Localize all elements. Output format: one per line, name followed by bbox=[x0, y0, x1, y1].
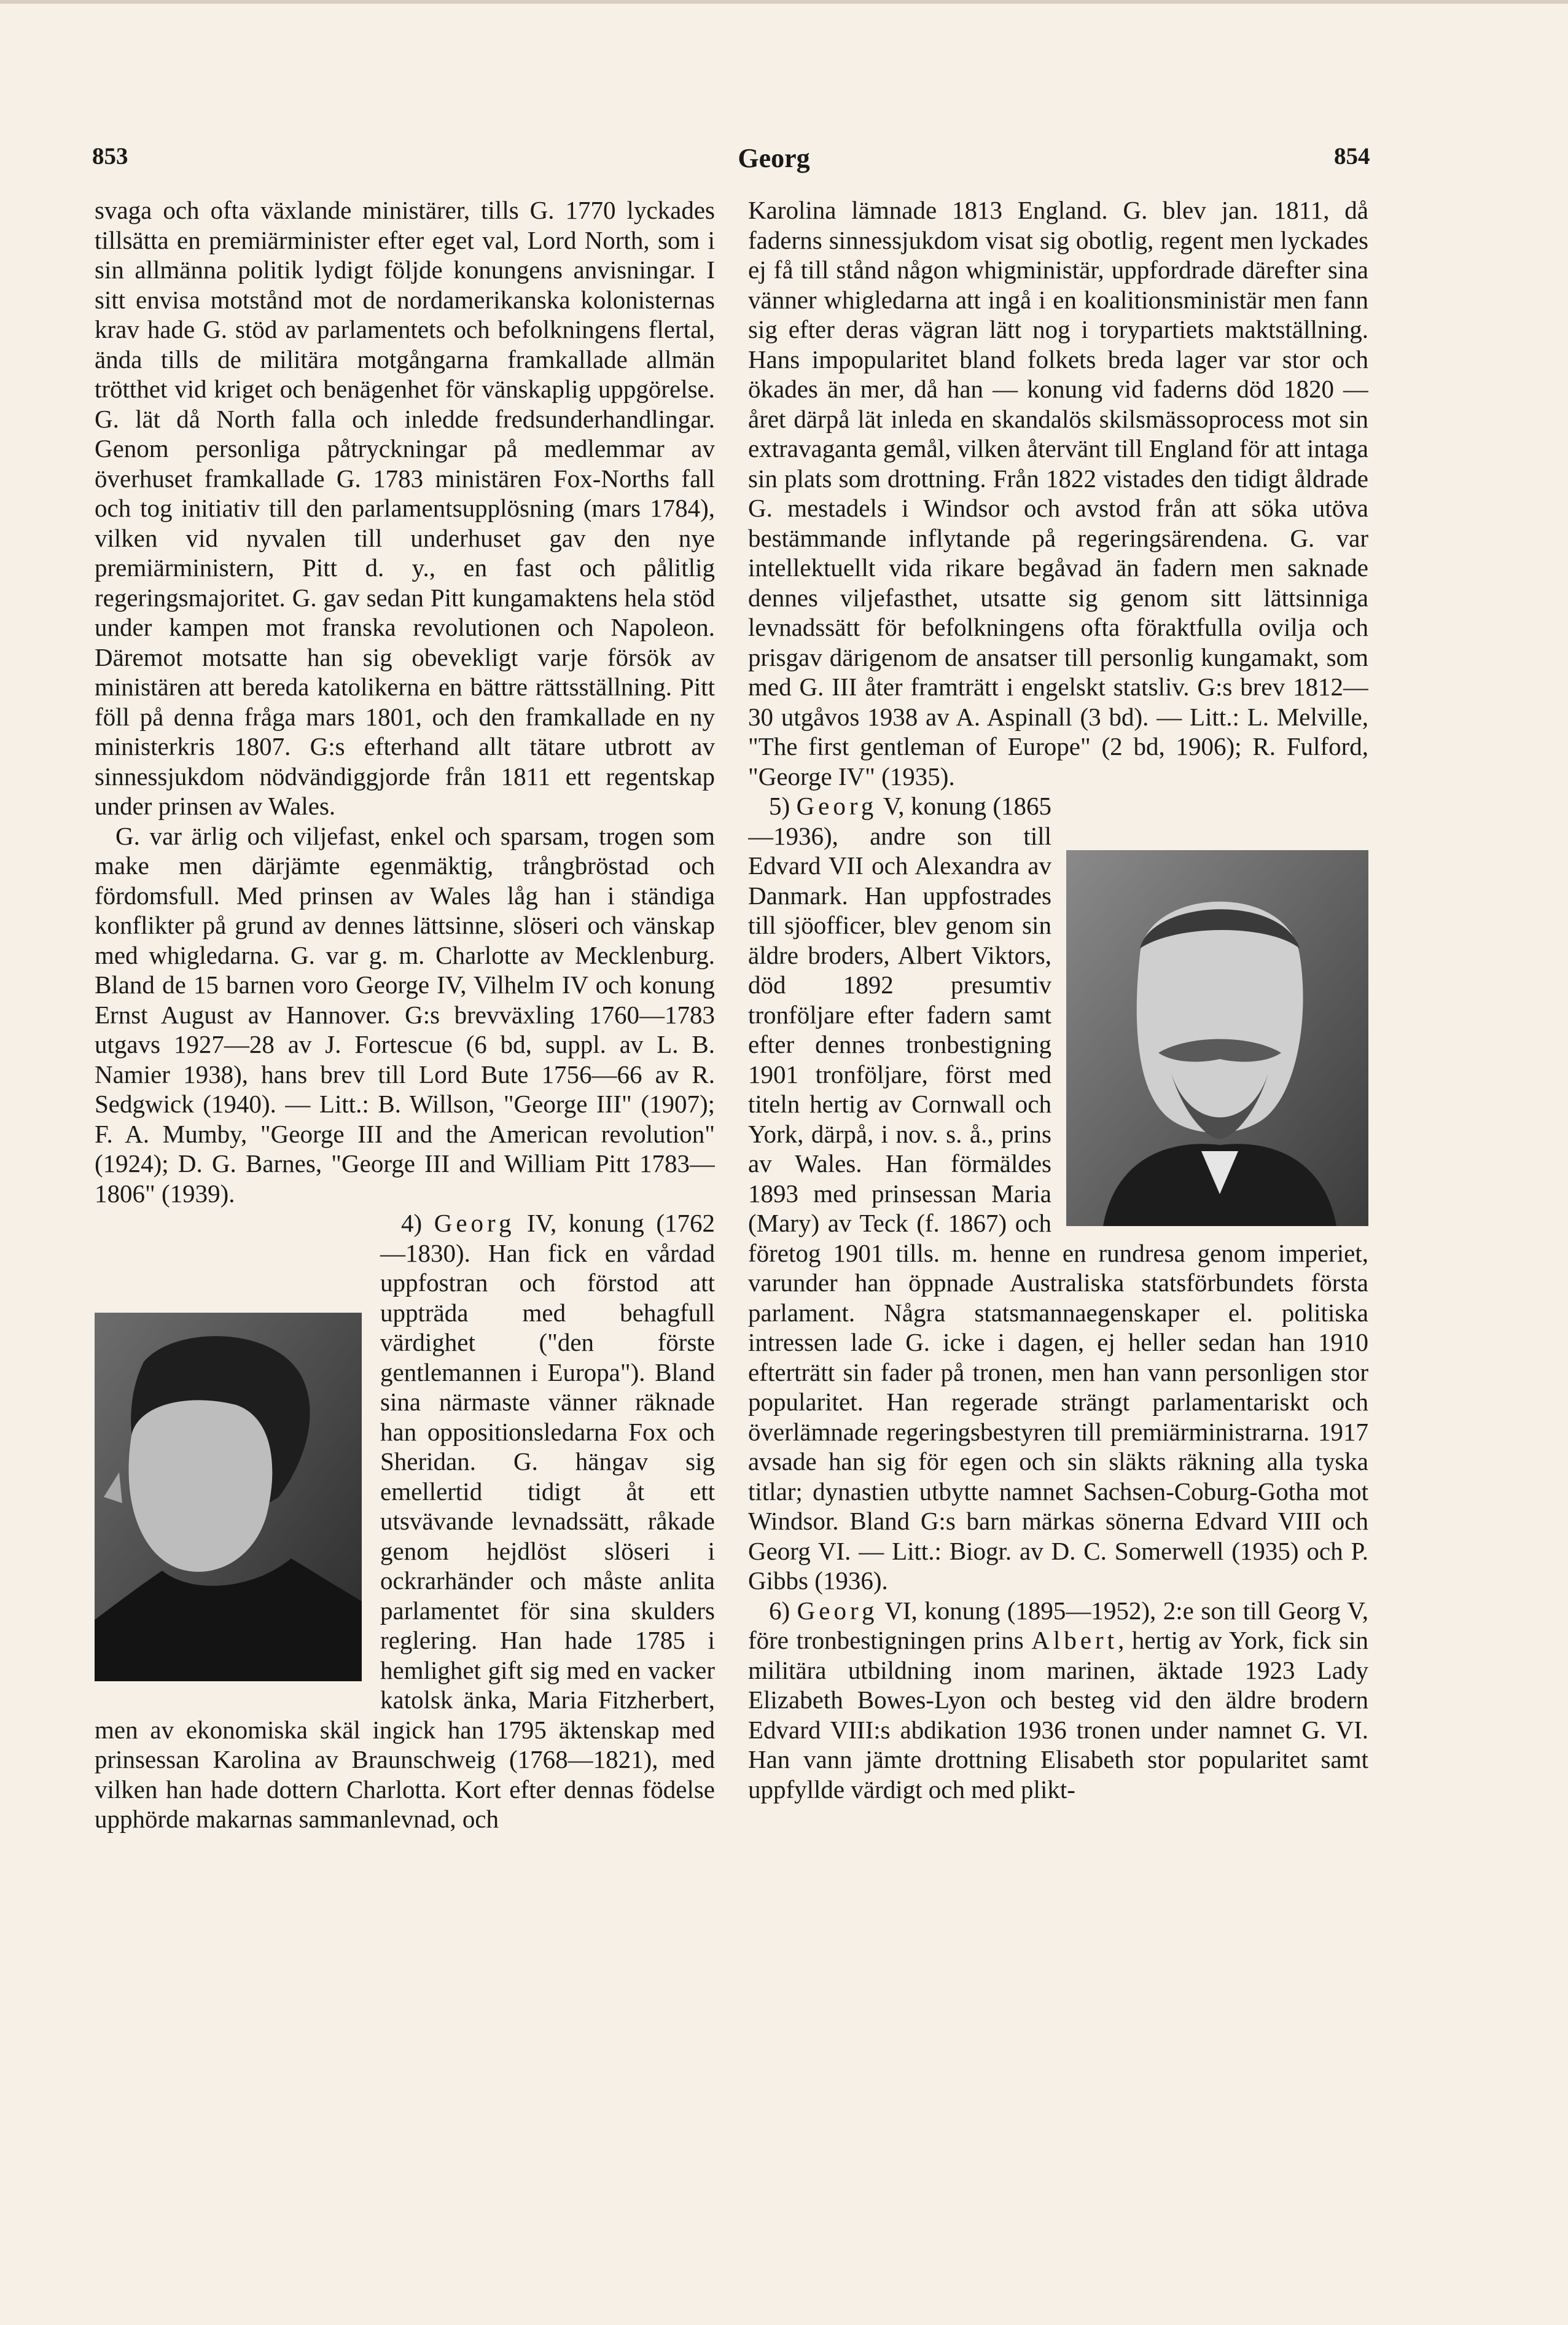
running-head: Georg bbox=[738, 143, 810, 173]
entry-number-4: 4) bbox=[401, 1209, 423, 1237]
right-column bbox=[748, 195, 1368, 2192]
paragraph-george-iv-continued: Karolina lämnade 1813 England. G. blev jan. 1811, då faderns sinnessjukdom visat sig obotlig, regent men lyckades ej få till stånd någon whigministär, uppfordrade därefter sina vänner whigledarna att ingå i en koalitionsministär men fann sig efter deras vägran lätt nog i torypartiets maktställning. Hans impopularitet bland folkets breda lager var stor och ökades än mer, då han — konung vid faderns död 1820 — året därpå lät inleda en skandalös skilsmässoprocess mot sin extravaganta gemål, vilken återvänt till England för att intaga sin plats som drottning. Från 1822 vistades den tidigt åldrade G. mestadels i Windsor och avstod från att söka utöva bestämmande inflytande på regeringsärendena. G. var intellektuellt vida rikare begåvad än fadern men saknade dennes viljefasthet, utsatte sig genom sitt lättsinniga levnadssätt för befolkningens ofta föraktfulla ovilja och prisgav därigenom de ansatser till personlig kungamakt, som med G. III åter framträtt i engelskt statsliv. G:s brev 1812—30 utgåvos 1938 av A. Aspinall (3 bd). — Litt.: L. Melville, "The first gentleman of Europe" (2 bd, 1906); R. Fulford, "George IV" (1935). bbox=[748, 196, 1368, 791]
entry-name-georg-vi: Georg bbox=[797, 1596, 878, 1625]
portrait-george-iv bbox=[95, 1313, 362, 1681]
portrait-george-v-image bbox=[1066, 850, 1368, 1226]
entry-number-5: 5) bbox=[769, 792, 790, 820]
paragraph-george-vi bbox=[748, 1596, 1368, 1805]
paragraph-george-v bbox=[748, 791, 1368, 1596]
entry-text-georg-vi: , hertig av York, fick sin militära utbildning inom marinen, äktade 1923 Lady Elizabeth Bowes-Lyon och besteg vid den äldre brodern Edvard VIII:s abdikation 1936 tronen under namnet G. VI. Han vann jämte drottning Elisabeth stor popularitet samt uppfyllde värdigt och med plikt- bbox=[748, 1626, 1368, 1803]
left-column bbox=[95, 195, 715, 2192]
entry-text-georg-vi-intro: VI, konung (1895—1952), 2:e son till Georg V, före tronbestigningen prins bbox=[748, 1596, 1368, 1654]
paragraph-george-iii-character: G. var ärlig och viljefast, enkel och sparsam, trogen som make men därjämte egenmäktig, trångbröstad och fördomsfull. Med prinsen av Wales låg han i ständiga konflikter på grund av dennes lättsinne, slöseri och vänskap med whigledarna. G. var g. m. Charlotte av Mecklenburg. Bland de 15 barnen voro George IV, Vilhelm IV och konung Ernst August av Hannover. G:s brevväxling 1760—1783 utgavs 1927—28 av J. Fortescue (6 bd, suppl. av L. B. Namier 1938), hans brev till Lord Bute 1756—66 av R. Sedgwick (1940). — Litt.: B. Willson, "George III" (1907); F. A. Mumby, "George III and the American revolution" (1924); D. G. Barnes, "George III and William Pitt 1783—1806" (1939). bbox=[95, 821, 715, 1208]
portrait-george-iv-image bbox=[95, 1313, 362, 1681]
entry-text-georg-iv: IV, konung (1762—1830). Han fick en vårdad uppfostran och förstod att uppträda med behagfull värdighet ("den förste gentlemannen i Europa"). Bland sina närmaste vänner räknade han oppositionsledarna Fox och Sheridan. G. hängav sig emellertid tidigt åt ett utsvävande levnadssätt, råkade genom hejdlöst slöseri i ockrarhänder och måste anlita parlamentet för sina skulders reglering. Han hade 1785 i hemlighet gift sig med en vacker katolsk änka, Maria Fitzherbert, men av ekonomiska skäl ingick han 1795 äktenskap med prinsessan Karolina av Braunschweig (1768—1821), med vilken han hade dottern Charlotta. Kort efter dennas födelse upphörde makarnas sammanlevnad, och bbox=[95, 1209, 715, 1833]
entry-name-georg-iv: Georg bbox=[434, 1209, 515, 1237]
paragraph-george-iv bbox=[95, 1208, 715, 1834]
entry-text-georg-v: V, konung (1865—1936), andre son till Edvard VII och Alexandra av Danmark. Han uppfostrades till sjöofficer, blev genom sin äldre broders, Albert Viktors, död 1892 presumtiv tronföljare efter fadern samt efter dennes tronbestigning 1901 tronföljare, först med titeln hertig av Cornwall och York, därpå, i nov. s. å., prins av Wales. Han förmäldes 1893 med prinsessan Maria (Mary) av Teck (f. 1867) och företog 1901 tills. m. henne en rundresa genom imperiet, varunder han öppnade Australiska statsförbundets första parlament. Några statsmannaegenskaper el. politiska intressen lade G. icke i dagen, ej heller sedan han 1910 efterträtt sin fader på tronen, men han vann personligen stor popularitet. Han regerade strängt parlamentariskt och överlämnade regeringsbestyren till premiärministrarna. 1917 avsade han sig för egen och sin släkts räkning alla tyska titlar; dynastien utbytte namnet Sachsen-Coburg-Gotha mot Windsor. Bland G:s barn märkas sönerna Edvard VIII och Georg VI. — Litt.: Biogr. av D. C. Somerwell (1935) och P. Gibbs (1936). bbox=[748, 792, 1368, 1595]
entry-name-georg-v: Georg bbox=[796, 792, 878, 820]
page-number-right: 854 bbox=[1334, 143, 1370, 170]
page-number-left: 853 bbox=[92, 143, 128, 170]
entry-number-6: 6) bbox=[769, 1596, 790, 1625]
portrait-george-v bbox=[1066, 850, 1368, 1226]
entry-prince-name: Albert bbox=[1031, 1626, 1118, 1654]
paragraph-george-iii-politics: svaga och ofta växlande ministärer, tills G. 1770 lyckades tillsätta en premiärminister efter eget val, Lord North, som i sin allmänna politik lydigt följde konungens anvisningar. I sitt envisa motstånd mot de nordamerikanska kolonisternas krav hade G. stöd av parlamentets och befolkningens flertal, ända tills de militära motgångarna framkallade allmän trötthet vid kriget och benägenhet för vänskaplig uppgörelse. G. lät då North falla och inledde fredsunderhandlingar. Genom personliga påtryckningar på medlemmar av överhuset framkallade G. 1783 ministären Fox-Norths fall och tog initiativ till den parlamentsupplösning (mars 1784), vilken vid nyvalen till underhuset gav den nye premiärministern, Pitt d. y., en fast och pålitlig regeringsmajoritet. G. gav sedan Pitt kungamaktens hela stöd under kampen mot franska revolutionen och Napoleon. Däremot motsatte han sig obevekligt varje försök av ministären att bereda katolikerna en bättre rättsställning. Pitt föll på denna fråga mars 1801, och den framkallade en ny ministerkris 1807. G:s efterhand allt tätare utbrott av sinnessjukdom nödvändiggjorde från 1811 ett regentskap under prinsen av Wales. bbox=[95, 196, 715, 820]
top-edge bbox=[0, 0, 1568, 4]
